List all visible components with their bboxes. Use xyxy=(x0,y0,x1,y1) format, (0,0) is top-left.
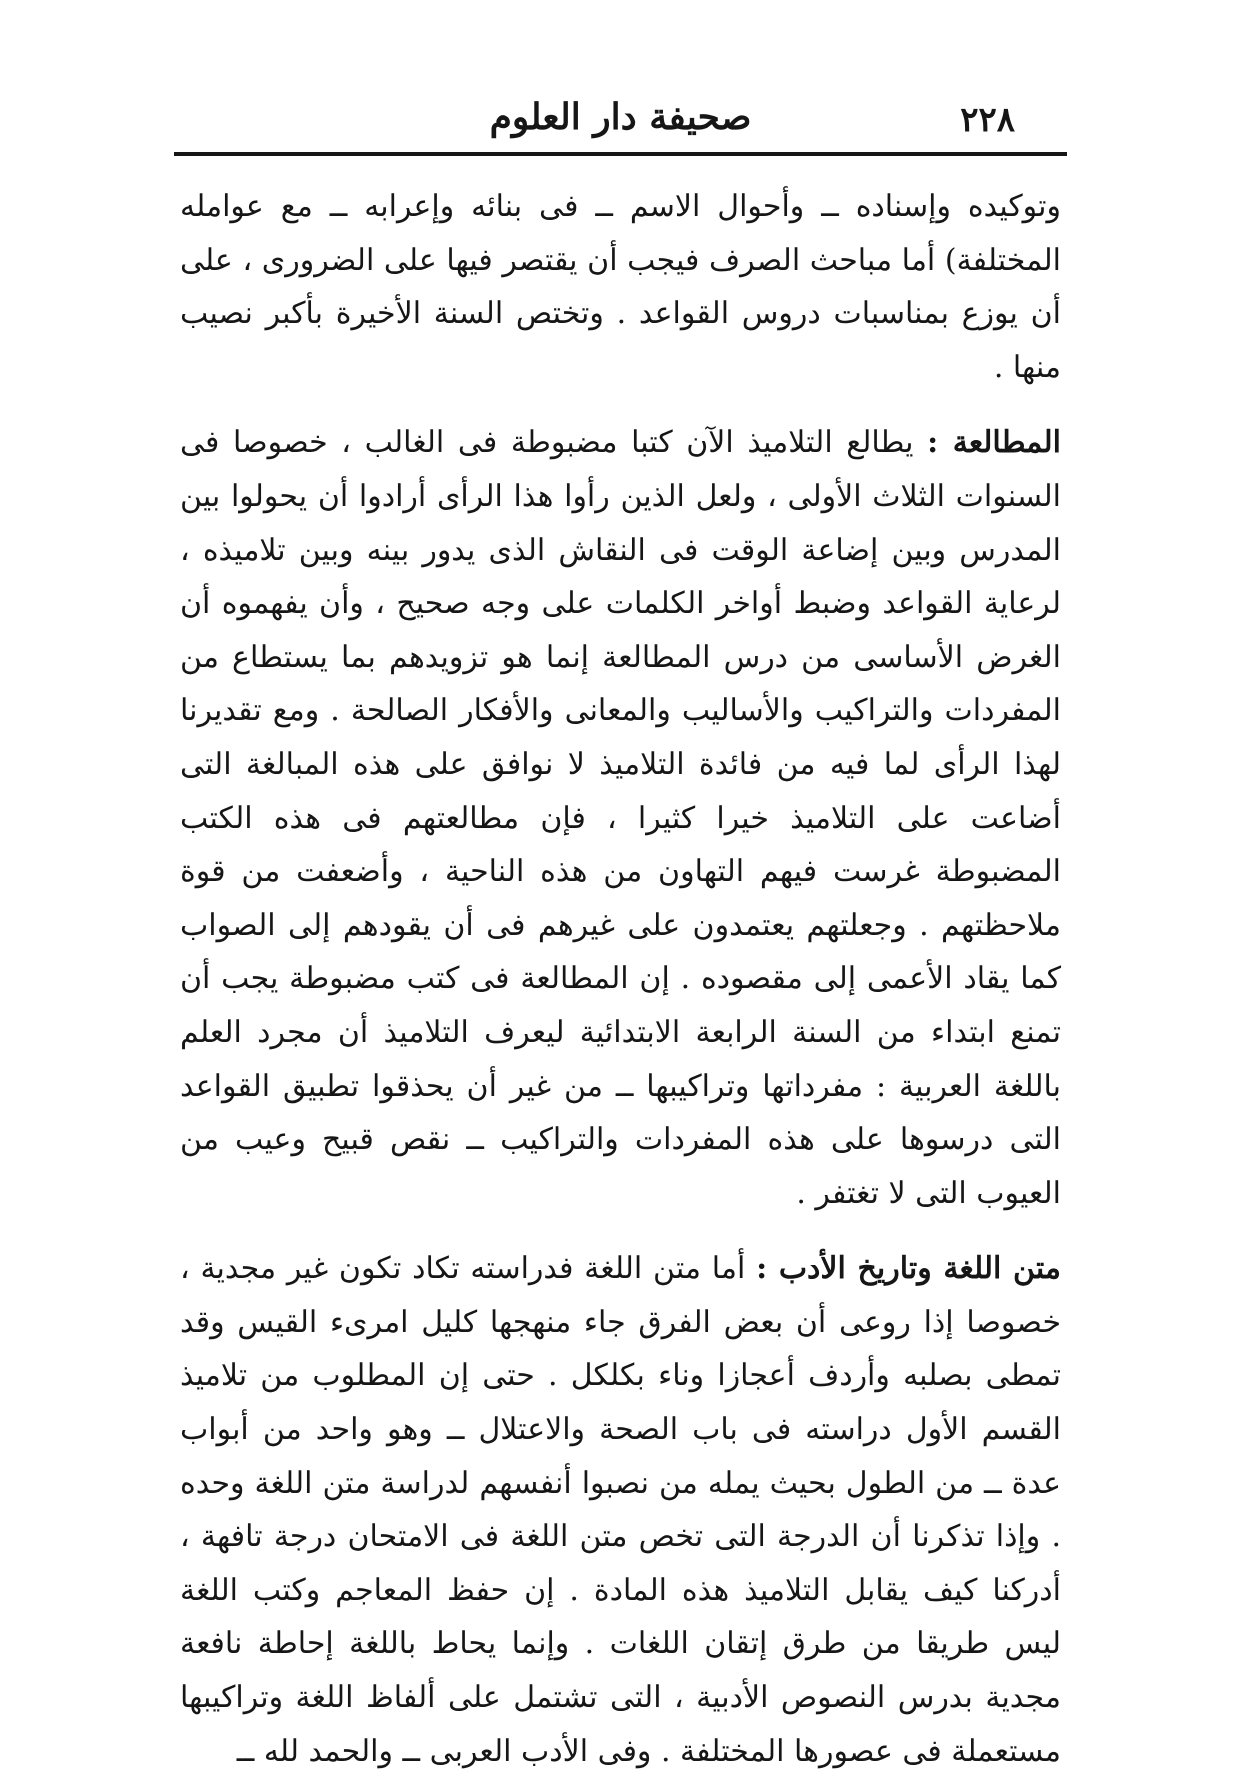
page-header xyxy=(180,96,1061,152)
paragraph-reading xyxy=(180,416,1061,1220)
page-number: ٢٢٨ xyxy=(960,100,1015,140)
paragraph-lexicon-literature xyxy=(180,1242,1061,1778)
paragraph-grammar xyxy=(180,180,1061,394)
paragraph-text: يطالع التلاميذ الآن كتبا مضبوطة فى الغالب ، خصوصا فى السنوات الثلاث الأولى ، ولعل الذين رأوا هذا الرأى أرادوا أن يحولوا بين المدرس وبين إضاعة الوقت فى النقاش الذى يدور بينه وبين تلاميذه ، لرعاية القواعد وضبط أواخر الكلمات على وجه صحيح ، وأن يفهموه أن الغرض الأساسى من درس المطالعة إنما هو تزويدهم بما يستطاع من المفردات والتراكيب والأساليب والمعانى والأفكار الصالحة . ومع تقديرنا لهذا الرأى لما فيه من فائدة التلاميذ لا نوافق على هذه المبالغة التى أضاعت على التلاميذ خيرا كثيرا ، فإن مطالعتهم فى هذه الكتب المضبوطة غرست فيهم التهاون من هذه الناحية ، وأضعفت من قوة ملاحظتهم . وجعلتهم يعتمدون على غيرهم فى أن يقودهم إلى الصواب كما يقاد الأعمى إلى مقصوده . إن المطالعة فى كتب مضبوطة يجب أن تمنع ابتداء من السنة الرابعة الابتدائية ليعرف التلاميذ أن مجرد العلم باللغة العربية : مفرداتها وتراكيبها ــ من غير أن يحذقوا تطبيق القواعد التى درسوها على هذه المفردات والتراكيب ــ نقص قبيح وعيب من العيوب التى لا تغتفر . xyxy=(180,425,1061,1211)
paragraph-text: أما متن اللغة فدراسته تكاد تكون غير مجدية ، خصوصا إذا روعى أن بعض الفرق جاء منهجها كليل امرىء القيس وقد تمطى بصلبه وأردف أعجازا وناء بكلكل . حتى إن المطلوب من تلاميذ القسم الأول دراسته فى باب الصحة والاعتلال ــ وهو واحد من أبواب عدة ــ من الطول بحيث يمله من نصبوا أنفسهم لدراسة متن اللغة وحده . وإذا تذكرنا أن الدرجة التى تخص متن اللغة فى الامتحان درجة تافهة ، أدركنا كيف يقابل التلاميذ هذه المادة . إن حفظ المعاجم وكتب اللغة ليس طريقا من طرق إتقان اللغات . وإنما يحاط باللغة إحاطة نافعة مجدية بدرس النصوص الأدبية ، التى تشتمل على ألفاظ اللغة وتراكيبها مستعملة فى عصورها المختلفة . وفى الأدب العربى ــ والحمد لله ــ xyxy=(180,1251,1061,1769)
running-title: صحيفة دار العلوم xyxy=(489,96,752,138)
body-text xyxy=(180,180,1061,1778)
section-heading-lexicon-literature: متن اللغة وتاريخ الأدب : xyxy=(756,1251,1062,1287)
header-rule xyxy=(174,152,1067,156)
paragraph-text: وتوكيده وإسناده ــ وأحوال الاسم ــ فى بنائه وإعرابه ــ مع عوامله المختلفة) أما مباحث الصرف فيجب أن يقتصر فيها على الضرورى ، على أن يوزع بمناسبات دروس القواعد . وتختص السنة الأخيرة بأكبر نصيب منها . xyxy=(180,189,1061,385)
section-heading-reading: المطالعة : xyxy=(927,425,1062,461)
